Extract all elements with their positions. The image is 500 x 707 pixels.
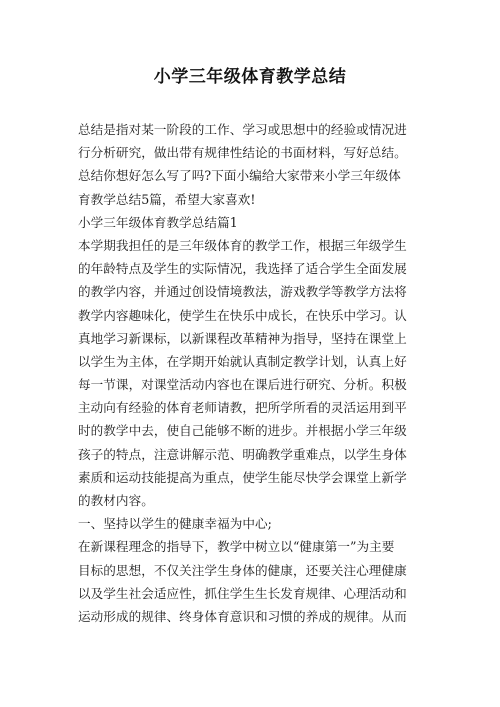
document-body [78, 118, 438, 628]
text-line: 总结你想好怎么写了吗?下面小编给大家带来小学三年级体 [78, 168, 401, 184]
text-line: 的年龄特点及学生的实际情况，我选择了适合学生全面发展 [78, 261, 407, 277]
text-line: 运动形成的规律、终身体育意识和习惯的养成的规律。从而 [78, 608, 407, 624]
text-line: 素质和运动技能提高为重点，使学生能尽快学会课堂上新学 [78, 469, 407, 485]
text-line: 目标的思想，不仅关注学生身体的健康，还要关注心理健康 [78, 562, 407, 578]
text-line: 时的教学中去，使自己能够不断的进步。并根据小学三年级 [78, 423, 407, 439]
text-line: 的教材内容。 [78, 493, 154, 508]
text-line: 行分析研究，做出带有规律性结论的书面材料，写好总结。 [78, 145, 407, 161]
section-heading: 一、坚持以学生的健康幸福为中心; [78, 516, 272, 532]
document-title: 小学三年级体育教学总结 [153, 67, 347, 87]
text-line: 本学期我担任的是三年级体育的教学工作，根据三年级学生 [78, 237, 407, 253]
text-line: 总结是指对某一阶段的工作、学习或思想中的经验或情况进 [78, 122, 407, 137]
text-line: 以学生为主体，在学期开始就认真制定教学计划，认真上好 [78, 353, 407, 369]
text-line: 主动向有经验的体育老师请教，把所学所看的灵活运用到平 [78, 400, 407, 416]
text-line: 在新课程理念的指导下，教学中树立以“健康第一”为主要 [78, 539, 395, 555]
text-line: 教学内容趣味化，使学生在快乐中成长，在快乐中学习。认 [78, 307, 407, 323]
text-line: 真地学习新课标，以新课程改革精神为指导，坚持在课堂上 [78, 330, 407, 346]
text-line: 以及学生社会适应性，抓住学生生长发育规律、心理活动和 [78, 585, 407, 601]
text-line: 每一节课，对课堂活动内容也在课后进行研究、分析。积极 [78, 377, 407, 393]
section-heading: 小学三年级体育教学总结篇1 [78, 214, 238, 230]
text-line: 的教学内容，并通过创设情境教法，游戏教学等教学方法将 [78, 284, 407, 300]
text-line: 育教学总结5篇，希望大家喜欢! [78, 191, 256, 207]
text-line: 孩子的特点，注意讲解示范、明确教学重难点，以学生身体 [78, 446, 407, 462]
